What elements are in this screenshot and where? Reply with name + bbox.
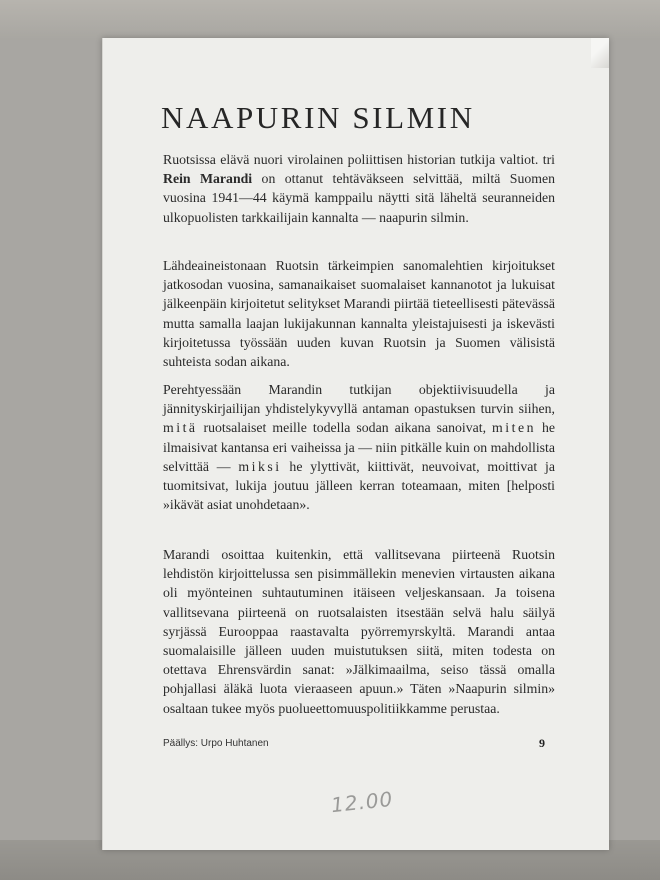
emphasis-miten: miten [492,420,536,436]
author-name: Rein Marandi [163,171,253,187]
cover-corner-wear [591,38,609,68]
emphasis-mita: mitä [163,420,198,436]
background-top [0,0,660,40]
paragraph-3-text-c: he ilmaisivat kantansa eri vaiheissa ja — niin pitkälle kuin on mahdollista selvittää — [163,420,555,474]
book-back-cover [102,38,609,850]
series-number: 9 [539,736,545,750]
paragraph-3 [163,380,555,514]
paragraph-4: Marandi osoittaa kuitenkin, että vallitsevana piirteenä Ruotsin lehdistön kirjoittelussa sen pisimmällekin menevien virtausten aikana oli myönteinen suhtautuminen itäiseen veljeskansaan. Ja toisena vallitsevana piirteenä on ruotsalaisten itsestään selvä halu säilyä syrjässä Eurooppaa raastavalta pyörremyrskyltä. Marandi antaa suomalaisille jälleen uuden muistutuksen siitä, miten todesta on otettava Ehrensvärdin sanat: »Jälkimaailma, seiso tässä omalla pohjallasi äläkä luota vieraaseen apuun.» Täten »Naapurin silmin» osaltaan tukee myös puolueettomuuspolitiikkamme perustaa. [163,547,555,716]
paragraph-3-text-a: Perehtyessään Marandin tutkijan objektiivisuudella ja jännityskirjailijan yhdistelykyvyllä antaman opastuksen turvin siihen, [163,382,555,417]
book-title: NAAPURIN SILMIN [161,100,475,135]
paragraph-3-text-d: he ylyttivät, kiittivät, neuvoivat, moittivat ja tuomitsivat, lukija joutuu jälleen kerran toteamaan, miten [helposti »ikävät asiat unohdetaan». [163,458,555,513]
paragraph-1-text-b: on ottanut tehtäväkseen selvittää, miltä Suomen vuosina 1941—44 käymä kamppailu näytti sitä läheltä seuranneiden ulkopuolisten tarkkailijain kannalta — naapurin silmin. [163,171,555,225]
paragraph-2: Lähdeaineistonaan Ruotsin tärkeimpien sanomalehtien kirjoitukset jatkosodan vuosina, samanaikaiset suomalaiset kannanotot ja lukuisat jälkeenpäin kirjoitetut selitykset Marandi piirtää tieteellisesti pätevässä mutta samalla laajan lukijakunnan kannalta yleistajuisesti ja iskevästi kirjoitetussa työssään uuden kuvan Ruotsin ja Suomen välisistä suhteista sodan aikana. [163,258,555,370]
handwritten-price: 12.00 [329,786,395,818]
paragraph-1 [163,150,555,227]
paragraph-3-text-b: ruotsalaiset meille todella sodan aikana sanoivat, [197,420,493,436]
emphasis-miksi: miksi [238,458,282,474]
cover-designer-credit: Päällys: Urpo Huhtanen [163,738,269,749]
paragraph-1-text-a: Ruotsissa elävä nuori virolainen poliittisen historian tutkija valtiot. tri [163,152,555,167]
